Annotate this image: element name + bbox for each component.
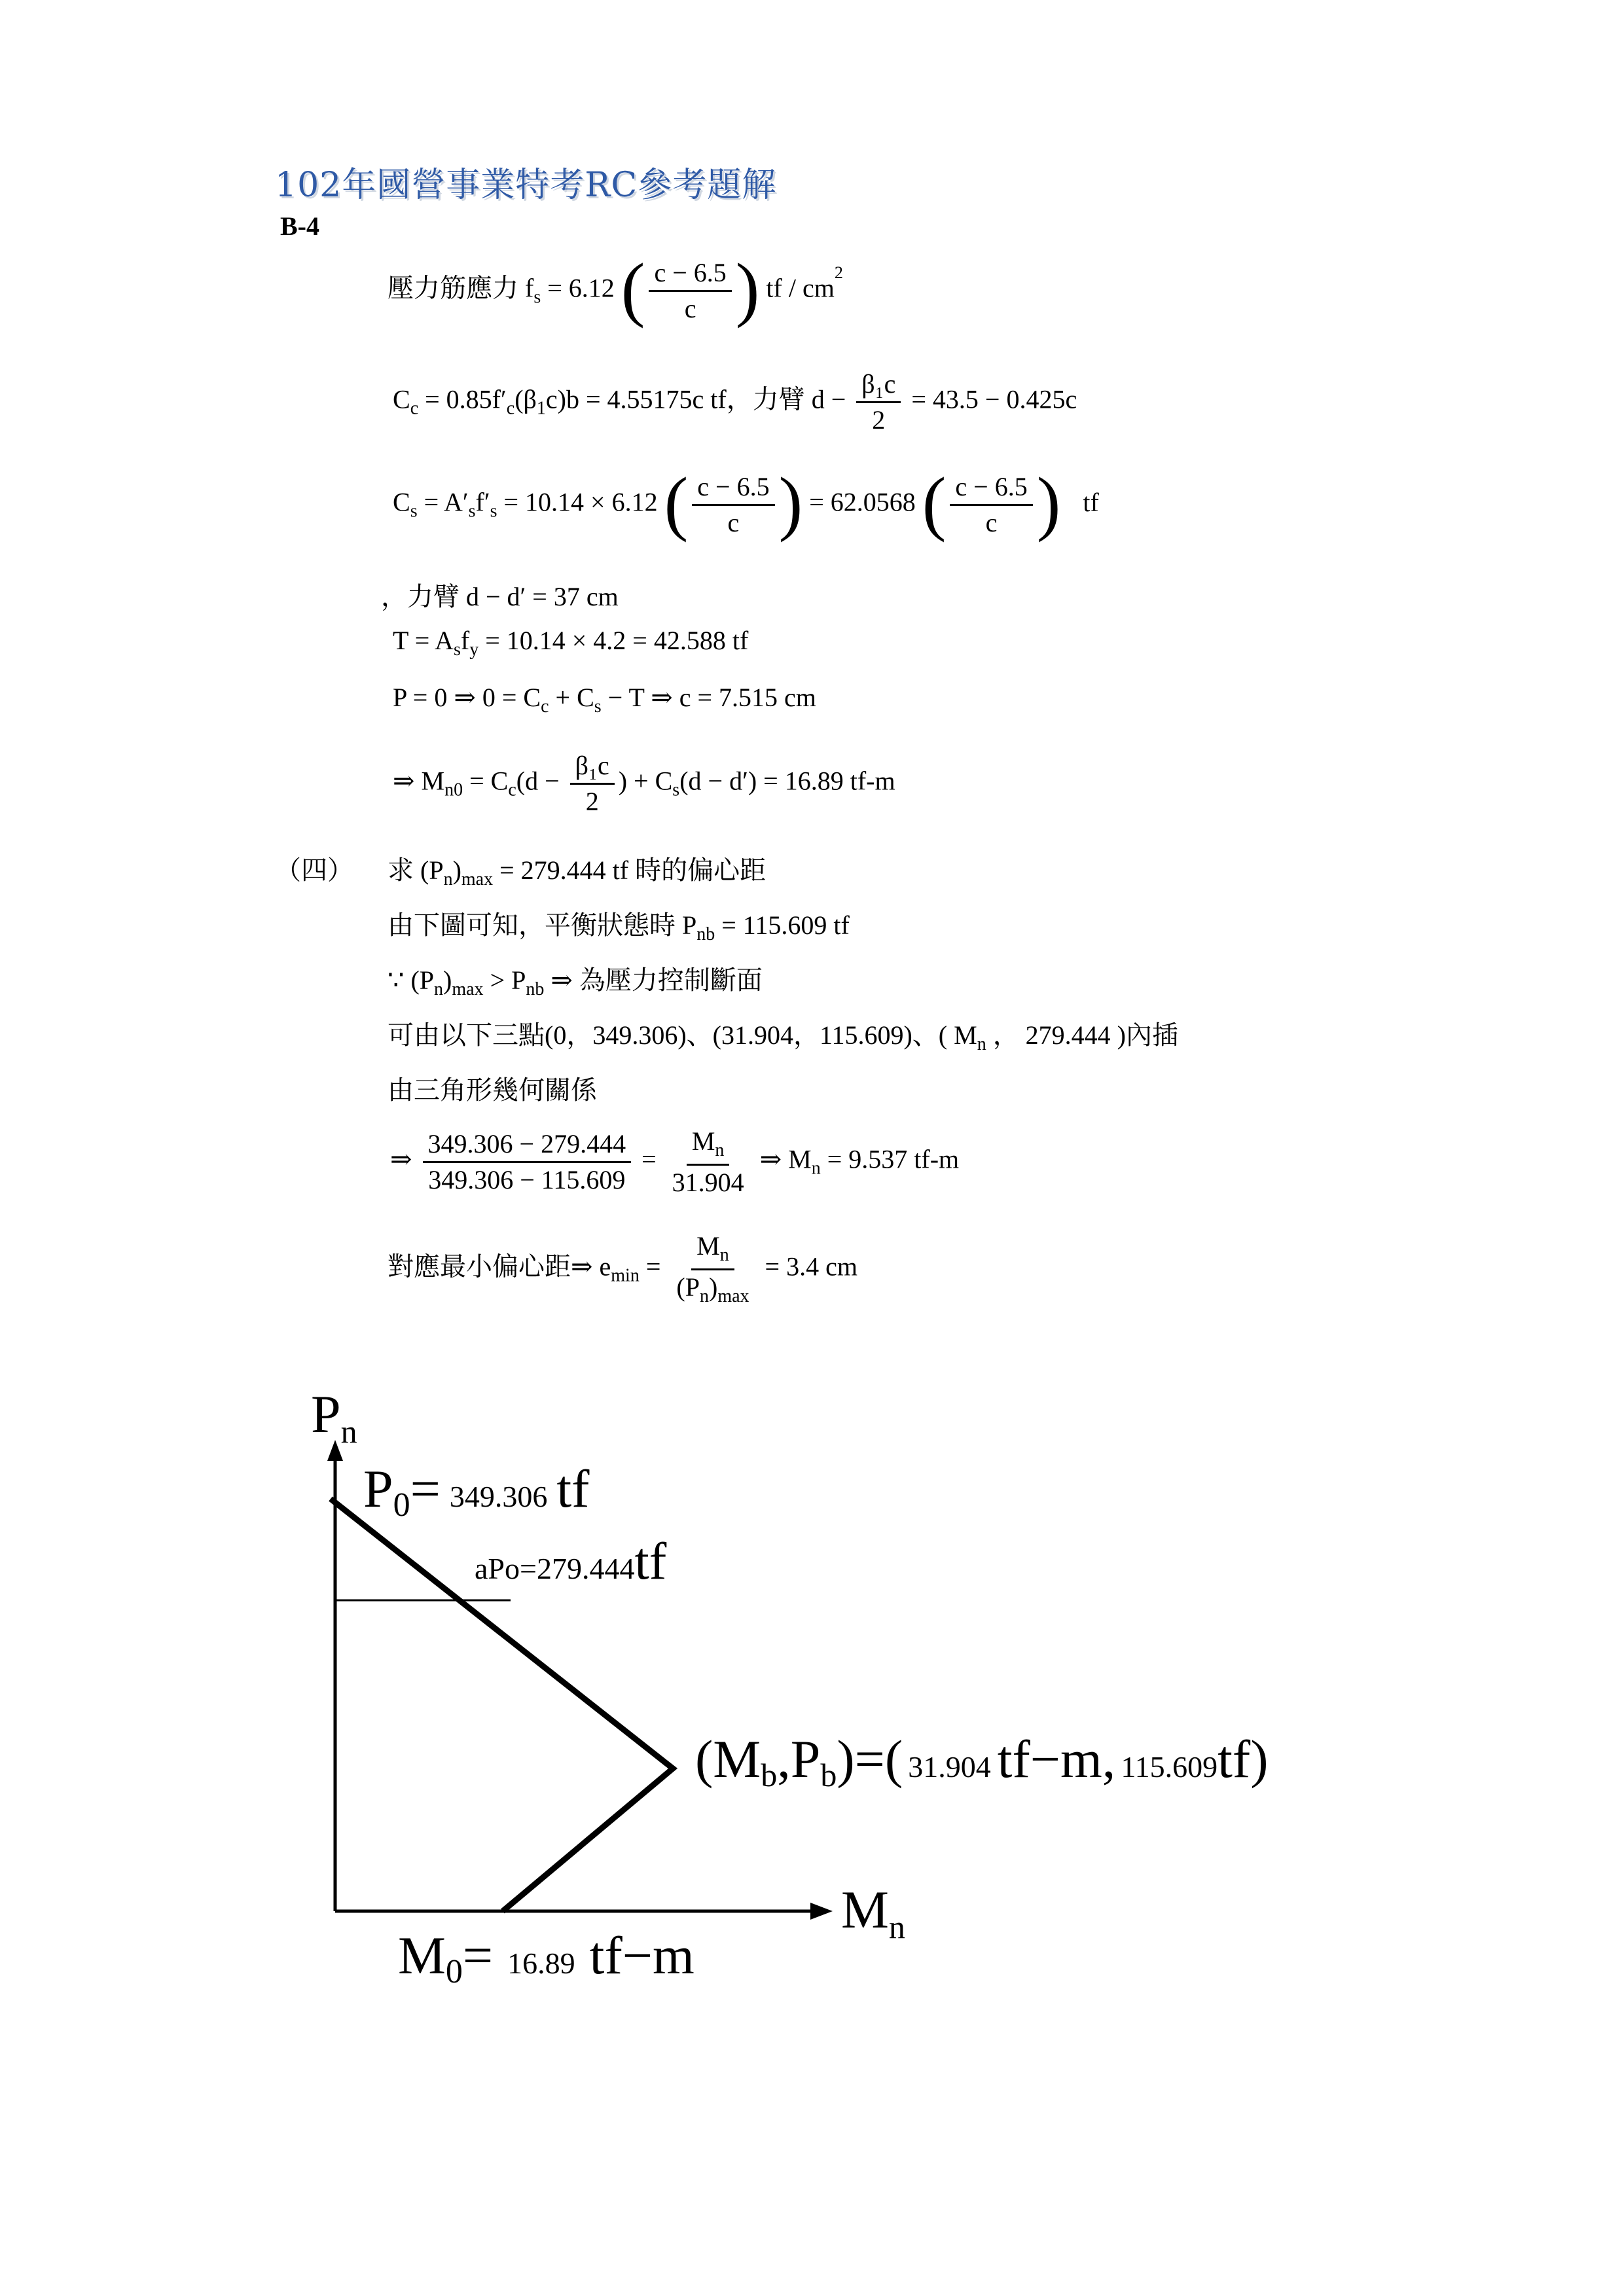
p0-label: P0= 349.306 tf xyxy=(363,1459,590,1524)
unit: tf xyxy=(1083,487,1099,517)
denominator: 31.904 xyxy=(672,1167,744,1197)
term: = xyxy=(639,1251,661,1282)
denominator: 2 xyxy=(872,405,886,435)
sub: c xyxy=(508,780,516,800)
sub: max xyxy=(717,1285,749,1306)
sub: s xyxy=(594,696,602,717)
term: = 0.85f′ xyxy=(418,384,507,414)
term: = 43.5 − 0.425c xyxy=(911,384,1077,414)
term: T = A xyxy=(393,626,454,655)
denominator: c xyxy=(985,508,998,537)
term: ⇒ M xyxy=(759,1144,812,1174)
unit: tf / cm xyxy=(766,273,835,303)
term: ⇒ xyxy=(390,1144,412,1174)
x-axis-arrow-icon xyxy=(810,1903,833,1920)
y-axis-label: Pn xyxy=(311,1384,357,1450)
paren-left: ( xyxy=(621,248,645,329)
term: P = 0 ⇒ 0 = C xyxy=(393,683,541,712)
sub: nb xyxy=(526,979,545,999)
paren-left: ( xyxy=(664,462,689,543)
sub: s xyxy=(468,501,476,522)
sub: n xyxy=(719,1245,729,1265)
term: 求 (P xyxy=(388,855,444,885)
term: − T ⇒ c = 7.515 cm xyxy=(601,683,816,712)
term: (β xyxy=(514,384,537,414)
balanced-point-label: (Mb,Pb)=( 31.904 tf−m, 115.609tf) xyxy=(695,1729,1269,1793)
var: C xyxy=(393,487,410,517)
term: (d − d′) = 16.89 tf-m xyxy=(679,766,895,796)
equation-interpolation: ⇒ $\frac{349.306 - 279.444}{349.306 - 115.609}$ = $\frac{M_n}{31.904}$ ⇒ $M_n = 9.537$ tf-m xyxy=(390,1126,960,1197)
term: = 115.609 tf xyxy=(715,910,850,940)
denominator: 349.306 − 115.609 xyxy=(428,1164,626,1194)
sub: nb xyxy=(696,924,715,944)
term: = 10.14 × 6.12 xyxy=(497,487,658,517)
denominator: c xyxy=(727,508,740,537)
term: ) xyxy=(443,965,452,995)
term: + C xyxy=(549,683,594,712)
term: = C xyxy=(463,766,509,796)
label-text: 壓力筋應力 xyxy=(388,273,518,303)
term: f xyxy=(460,626,470,655)
document-header-title: 102年國營事業特考RC參考題解 xyxy=(275,166,777,205)
term: = 62.0568 xyxy=(809,487,916,517)
term: = 279.444 tf 時的偏心距 xyxy=(493,855,767,885)
sub: c xyxy=(541,696,549,717)
term: 對應最小偏心距⇒ e xyxy=(388,1251,611,1282)
sub: 1 xyxy=(536,398,546,419)
term: ⇒ 為壓力控制斷面 xyxy=(544,965,763,995)
numerator: 349.306 − 279.444 xyxy=(423,1130,632,1163)
term: ) xyxy=(708,1272,718,1302)
denominator: 2 xyxy=(585,787,599,816)
term: = 3.4 cm xyxy=(765,1251,857,1282)
sub: n xyxy=(715,1140,725,1160)
sub: n xyxy=(977,1034,986,1054)
sub: c xyxy=(506,398,515,419)
numerator: β₁c xyxy=(856,370,901,403)
term: = 9.537 tf-m xyxy=(820,1144,960,1174)
sub: n xyxy=(699,1285,709,1306)
sub: s xyxy=(453,639,461,660)
sub: n xyxy=(811,1158,821,1179)
term: ， 279.444 )內插 xyxy=(986,1020,1179,1050)
term: 可由以下三點(0，349.306)、(31.904，115.609)、( M xyxy=(388,1020,977,1050)
denominator: c xyxy=(684,294,696,323)
m0-label: M0= 16.89 tf−m xyxy=(398,1926,695,1990)
numerator: c − 6.5 xyxy=(649,259,731,292)
term: f′ xyxy=(475,487,490,517)
numerator: c − 6.5 xyxy=(950,473,1032,506)
sub: min xyxy=(611,1265,640,1286)
section-label: （四） xyxy=(275,855,353,885)
apo-label: aPo=279.444tf xyxy=(475,1533,667,1590)
term: M xyxy=(696,1231,720,1261)
sub: n0 xyxy=(444,780,463,800)
var: C xyxy=(393,384,410,414)
section-line-5: 由三角形幾何關係 xyxy=(388,1075,597,1105)
sup: 2 xyxy=(834,263,843,283)
term: (P xyxy=(676,1272,700,1302)
term: ⇒ M xyxy=(393,766,445,796)
var-f: f xyxy=(525,273,534,303)
term: ) + C xyxy=(618,766,673,796)
sub: max xyxy=(461,869,494,889)
term: c)b = 4.55175c tf，力臂 d − xyxy=(545,384,846,414)
sub: s xyxy=(490,501,497,522)
numerator: c − 6.5 xyxy=(692,473,774,506)
term: = A′ xyxy=(417,487,469,517)
sub: s xyxy=(410,501,418,522)
term: 由下圖可知，平衡狀態時 P xyxy=(388,910,697,940)
x-axis-label: Mn xyxy=(841,1880,905,1945)
sub: y xyxy=(469,639,479,660)
term: = 10.14 × 4.2 = 42.588 tf xyxy=(478,626,749,655)
sub: max xyxy=(452,979,484,999)
sub: s xyxy=(533,287,541,308)
term: (d − xyxy=(516,766,560,796)
term: M xyxy=(691,1126,715,1156)
paren-right: ) xyxy=(778,462,803,543)
sub: n xyxy=(434,979,444,999)
paren-right: ) xyxy=(735,248,760,329)
paren-right: ) xyxy=(1036,462,1061,543)
coef: = 6.12 xyxy=(541,273,615,303)
problem-code: B-4 xyxy=(280,211,319,241)
sub: c xyxy=(410,398,419,419)
equation-lever-arm: ，力臂 d − d′ = 37 cm xyxy=(381,582,619,611)
sub: n xyxy=(443,869,453,889)
sub: s xyxy=(672,780,680,800)
term: > P xyxy=(483,965,526,995)
numerator: β₁c xyxy=(570,751,615,785)
term: ∵ (P xyxy=(388,965,435,995)
term: ) xyxy=(452,855,461,885)
paren-left: ( xyxy=(922,462,947,543)
